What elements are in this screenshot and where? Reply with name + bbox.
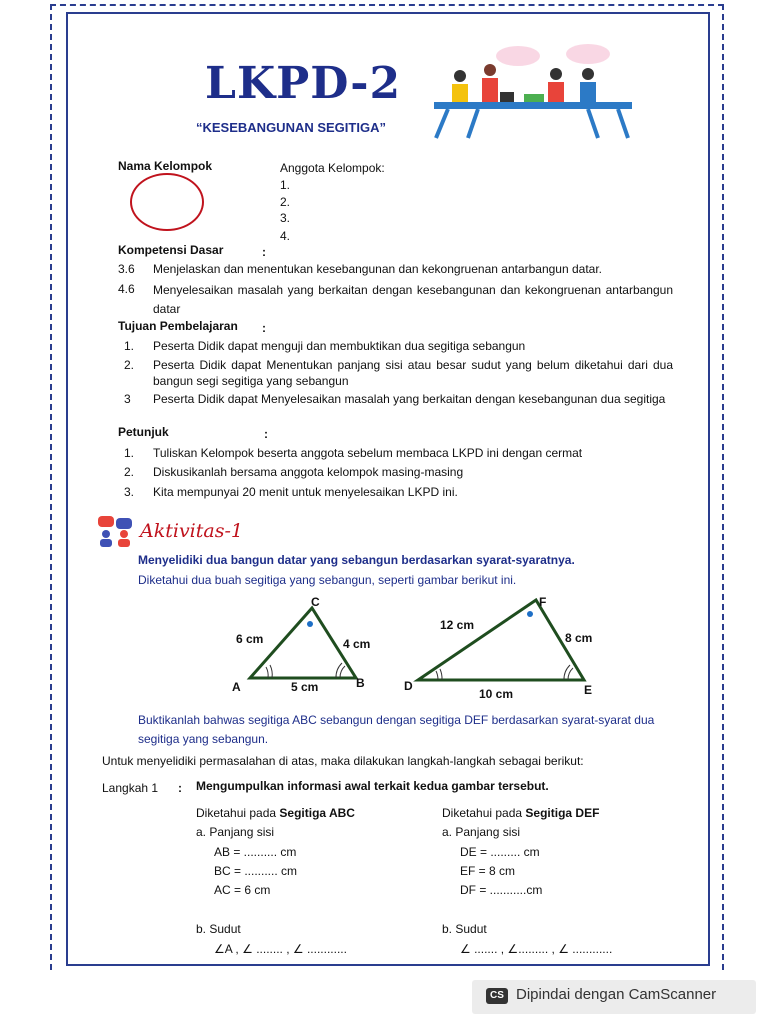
member-line[interactable]: 4. bbox=[280, 229, 291, 243]
vertex-a: A bbox=[232, 680, 241, 694]
side-bc-label: 4 cm bbox=[343, 637, 371, 651]
kompetensi-colon: : bbox=[262, 245, 266, 259]
activity-title: Aktivitas-1 bbox=[140, 520, 243, 542]
discussion-icon bbox=[96, 514, 136, 548]
member-line[interactable]: 1. bbox=[280, 178, 291, 192]
known-triangle-name: Segitiga DEF bbox=[525, 806, 600, 820]
activity-heading: Menyelidiki dua bangun datar yang sebangun berdasarkan syarat-syaratnya. bbox=[138, 553, 575, 567]
tujuan-text: Peserta Didik dapat Menyelesaikan masalah yang berkaitan dengan kesebangunan dua segitiga bbox=[153, 392, 666, 406]
tujuan-text: Peserta Didik dapat menguji dan membuktikan dua segitiga sebangun bbox=[153, 339, 526, 353]
vertex-e: E bbox=[584, 683, 593, 697]
tujuan-heading: Tujuan Pembelajaran bbox=[118, 319, 238, 333]
side-length-label: a. Panjang sisi bbox=[442, 825, 521, 839]
kompetensi-text: Menyelesaikan masalah yang berkaitan dengan kesebangunan dan kekongruenan antarbangun datar bbox=[153, 283, 673, 316]
kompetensi-num: 3.6 bbox=[118, 262, 135, 276]
petunjuk-num: 3. bbox=[124, 485, 135, 499]
side-de-label: 10 cm bbox=[479, 687, 514, 701]
fill-row[interactable]: AB = .......... cm bbox=[214, 845, 297, 859]
team-illustration bbox=[428, 40, 640, 140]
fill-row: EF = 8 cm bbox=[460, 864, 516, 878]
prove-statement: Buktikanlah bahwas segitiga ABC sebangun dengan segitiga DEF berdasarkan syarat-syarat dua segitiga yang sebangun. bbox=[138, 713, 655, 746]
camscanner-logo-icon: CS bbox=[486, 988, 508, 1004]
page-title: LKPD-2 bbox=[205, 58, 402, 109]
tujuan-num: 2. bbox=[124, 358, 135, 372]
petunjuk-num: 2. bbox=[124, 465, 135, 479]
group-members-label: Anggota Kelompok: bbox=[280, 161, 385, 175]
member-line[interactable]: 2. bbox=[280, 195, 291, 209]
page-subtitle: “KESEBANGUNAN SEGITIGA” bbox=[196, 120, 386, 135]
kompetensi-heading: Kompetensi Dasar bbox=[118, 243, 224, 257]
petunjuk-num: 1. bbox=[124, 446, 135, 460]
vertex-c: C bbox=[311, 595, 320, 609]
known-prefix: Diketahui pada bbox=[442, 806, 526, 820]
tujuan-num: 1. bbox=[124, 339, 135, 353]
known-triangle-name: Segitiga ABC bbox=[279, 806, 355, 820]
angle-fill-row[interactable]: ∠A , ∠ ........ , ∠ ............ bbox=[214, 942, 347, 956]
tujuan-colon: : bbox=[262, 321, 266, 335]
fill-row[interactable]: BC = .......... cm bbox=[214, 864, 298, 878]
angle-label: b. Sudut bbox=[196, 922, 241, 936]
petunjuk-text: Kita mempunyai 20 menit untuk menyelesaikan LKPD ini. bbox=[153, 485, 458, 499]
side-length-label: a. Panjang sisi bbox=[196, 825, 275, 839]
steps-intro: Untuk menyelidiki permasalahan di atas, maka dilakukan langkah-langkah sebagai berikut: bbox=[102, 754, 584, 768]
group-name-label: Nama Kelompok bbox=[118, 159, 213, 173]
vertex-d: D bbox=[404, 679, 413, 693]
fill-row[interactable]: DE = ......... cm bbox=[460, 845, 540, 859]
side-ef-label: 8 cm bbox=[565, 631, 593, 645]
step-colon: : bbox=[178, 781, 182, 795]
side-ab-label: 5 cm bbox=[291, 680, 319, 694]
side-ac-label: 6 cm bbox=[236, 632, 264, 646]
kompetensi-text: Menjelaskan dan menentukan kesebangunan dan kekongruenan antarbangun datar. bbox=[153, 262, 603, 276]
angle-label: b. Sudut bbox=[442, 922, 487, 936]
petunjuk-text: Tuliskan Kelompok beserta anggota sebelum membaca LKPD ini dengan cermat bbox=[153, 446, 583, 460]
activity-intro: Diketahui dua buah segitiga yang sebangun, seperti gambar berikut ini. bbox=[138, 573, 517, 587]
vertex-b: B bbox=[356, 676, 365, 690]
known-def-heading bbox=[442, 805, 599, 821]
scanner-text: Dipindai dengan CamScanner bbox=[516, 986, 717, 1003]
tujuan-num: 3 bbox=[124, 392, 131, 406]
fill-row[interactable]: DF = ...........cm bbox=[460, 883, 543, 897]
member-line[interactable]: 3. bbox=[280, 211, 291, 225]
tujuan-text: Peserta Didik dapat Menentukan panjang sisi atau besar sudut yang belum diketahui dari dua bangun segi segitiga yang sebangun bbox=[153, 358, 673, 388]
kompetensi-num: 4.6 bbox=[118, 282, 135, 296]
known-abc-heading bbox=[196, 805, 355, 821]
petunjuk-heading: Petunjuk bbox=[118, 425, 169, 439]
petunjuk-text: Diskusikanlah bersama anggota kelompok masing-masing bbox=[153, 465, 464, 479]
fill-row: AC = 6 cm bbox=[214, 883, 271, 897]
angle-fill-row[interactable]: ∠ ....... , ∠......... , ∠ ............ bbox=[460, 942, 613, 956]
step-label: Langkah 1 bbox=[102, 781, 159, 795]
side-df-label: 12 cm bbox=[440, 618, 475, 632]
vertex-f: F bbox=[539, 595, 547, 609]
known-prefix: Diketahui pada bbox=[196, 806, 280, 820]
petunjuk-colon: : bbox=[264, 427, 268, 441]
group-name-circle[interactable] bbox=[130, 173, 204, 231]
step-title: Mengumpulkan informasi awal terkait kedua gambar tersebut. bbox=[196, 779, 549, 793]
